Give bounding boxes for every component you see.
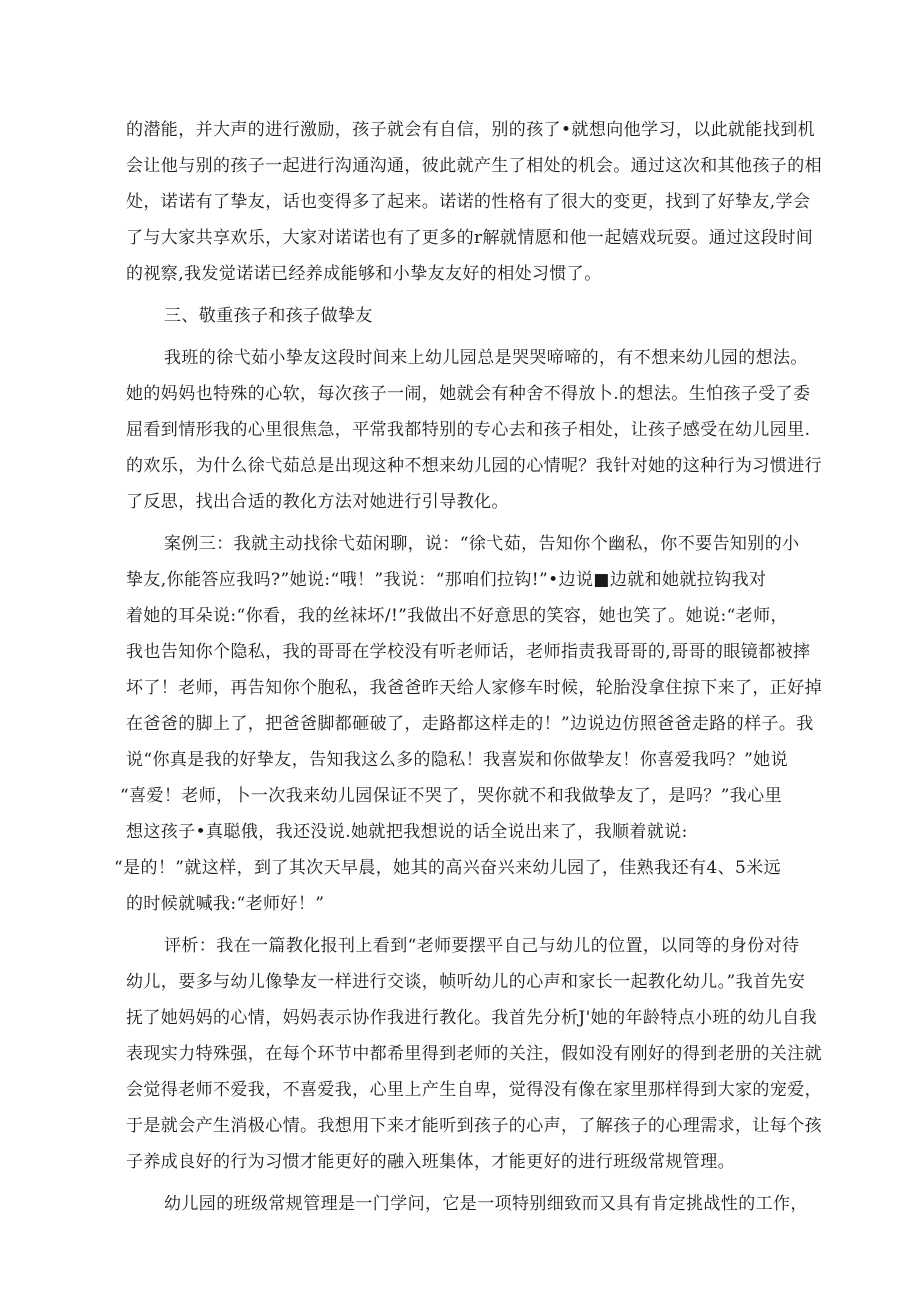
text-line: 的潜能，并大声的进行激励，孩子就会有自信，别的孩了•就想向他学习，以此就能找到机 (126, 120, 816, 140)
text-line: 的时候就喊我:“老师好！” (126, 894, 325, 914)
text-line: 了与大家共享欢乐，大家对诺诺也有了更多的r解就情愿和他一起嬉戏玩耍。通过这段时间 (126, 228, 814, 248)
text-line: 在爸爸的脚上了，把爸爸脚都砸破了，走路都这样走的！”边说边仿照爸爸走路的样子。我 (126, 714, 814, 734)
document-body (114, 112, 822, 1222)
paragraph-2 (126, 340, 822, 520)
text-line: 想这孩子•真聪俄，我还没说.她就把我想说的话全说出来了，我顺着就说: (126, 822, 688, 842)
text-line: 我也告知你个隐私，我的哥哥在学校没有听老师话，老师指责我哥哥的,哥哥的眼镜都被摔 (126, 642, 811, 662)
commentary-paragraph (126, 928, 822, 1180)
text-line: 我班的徐弋茹小挚友这段时间来上幼儿园总是哭哭啼啼的，有不想来幼儿园的想法。 (164, 348, 808, 368)
text-line: 会觉得老师不爱我，不喜爱我，心里上产生自卑，觉得没有像在家里那样得到大家的宠爱， (126, 1080, 822, 1100)
text-line: 说“你真是我的好挚友，告知我这么多的隐私！我喜炭和你做挚友！你喜爱我吗？”她说 (126, 750, 788, 770)
text-line: 处，诺诺有了挚友，话也变得多了起来。诺诺的性格有了很大的变更，找到了好挚友,学会 (126, 192, 811, 212)
text-line: 她的妈妈也特殊的心软，每次孩子一闹，她就会有种舍不得放卜.的想法。生怕孩子受了委 (126, 384, 811, 404)
closing-paragraph: 幼儿园的班级常规管理是一门学问，它是一项特别细致而又具有肯定挑战性的工作， (164, 1194, 808, 1214)
paragraph-1 (126, 112, 822, 292)
text-line: 会让他与别的孩子一起进行沟通沟通，彼此就产生了相处的机会。通过这次和其他孩子的相 (126, 156, 822, 176)
text-line: 抚了她妈妈的心情，妈妈表示协作我进行教化。我首先分析J'她的年龄特点小班的幼儿自我 (126, 1008, 817, 1028)
text-line: “是的！”就这样，到了其次天早晨，她其的高兴奋兴来幼儿园了，佳熟我还有4、5米远 (114, 858, 782, 878)
text-line: 了反思，找出合适的教化方法对她进行引导教化。 (126, 492, 509, 512)
case-3-paragraph (114, 526, 822, 922)
text-line: 的视察,我发觉诺诺已经养成能够和小挚友友好的相处习惯了。 (126, 264, 602, 284)
text-line: 的欢乐，为什么徐弋茹总是出现这种不想来幼儿园的心情呢？我针对她的这种行为习惯进行 (126, 456, 822, 476)
text-line: 幼儿，要多与幼儿像挚友一样进行交谈，帧听幼儿的心声和家长一起教化幼儿。”我首先安 (126, 972, 806, 992)
text-line: 屈看到情形我的心里很焦急，平常我都特别的专心去和孩子相处，让孩子感受在幼儿园里. (126, 420, 811, 440)
text-line: 着她的耳朵说:“你看，我的丝袜坏/!”我做出不好意思的笑容，她也笑了。她说:“老师， (126, 606, 788, 626)
text-line: 坏了！老师，再告知你个胞私，我爸爸昨天给人家修车时候，轮胎没拿住掠下来了，正好掉 (126, 678, 822, 698)
text-line: 评析：我在一篇教化报刊上看到“老师要摆平自己与幼儿的位置，以同等的身份对待 (164, 936, 800, 956)
text-line: “喜爱！老师，卜一次我来幼儿园保证不哭了，哭你就不和我做挚友了，是吗？”我心里 (120, 786, 782, 806)
text-line: 案例三：我就主动找徐弋茹闲聊，说：“徐弋茹，告知你个幽私，你不要告知别的小 (164, 534, 800, 554)
text-line: 表现实力特殊强，在每个环节中都希里得到老师的关注，假如没有刚好的得到老册的关注就 (126, 1044, 822, 1064)
text-line: 于是就会产生消极心情。我想用下来才能听到孩子的心声，了解孩子的心理需求，让每个孩 (126, 1116, 822, 1136)
text-line: 子养成良好的行为习惯才能更好的融入班集体，才能更好的进行班级常规管理。 (126, 1152, 735, 1172)
section-heading-3: 三、敬重孩子和孩子做挚友 (164, 306, 373, 326)
text-line: 挚友,你能答应我吗?”她说:“哦！”我说：“那咱们拉钩!”•边说■边就和她就拉钩我对 (126, 570, 767, 590)
